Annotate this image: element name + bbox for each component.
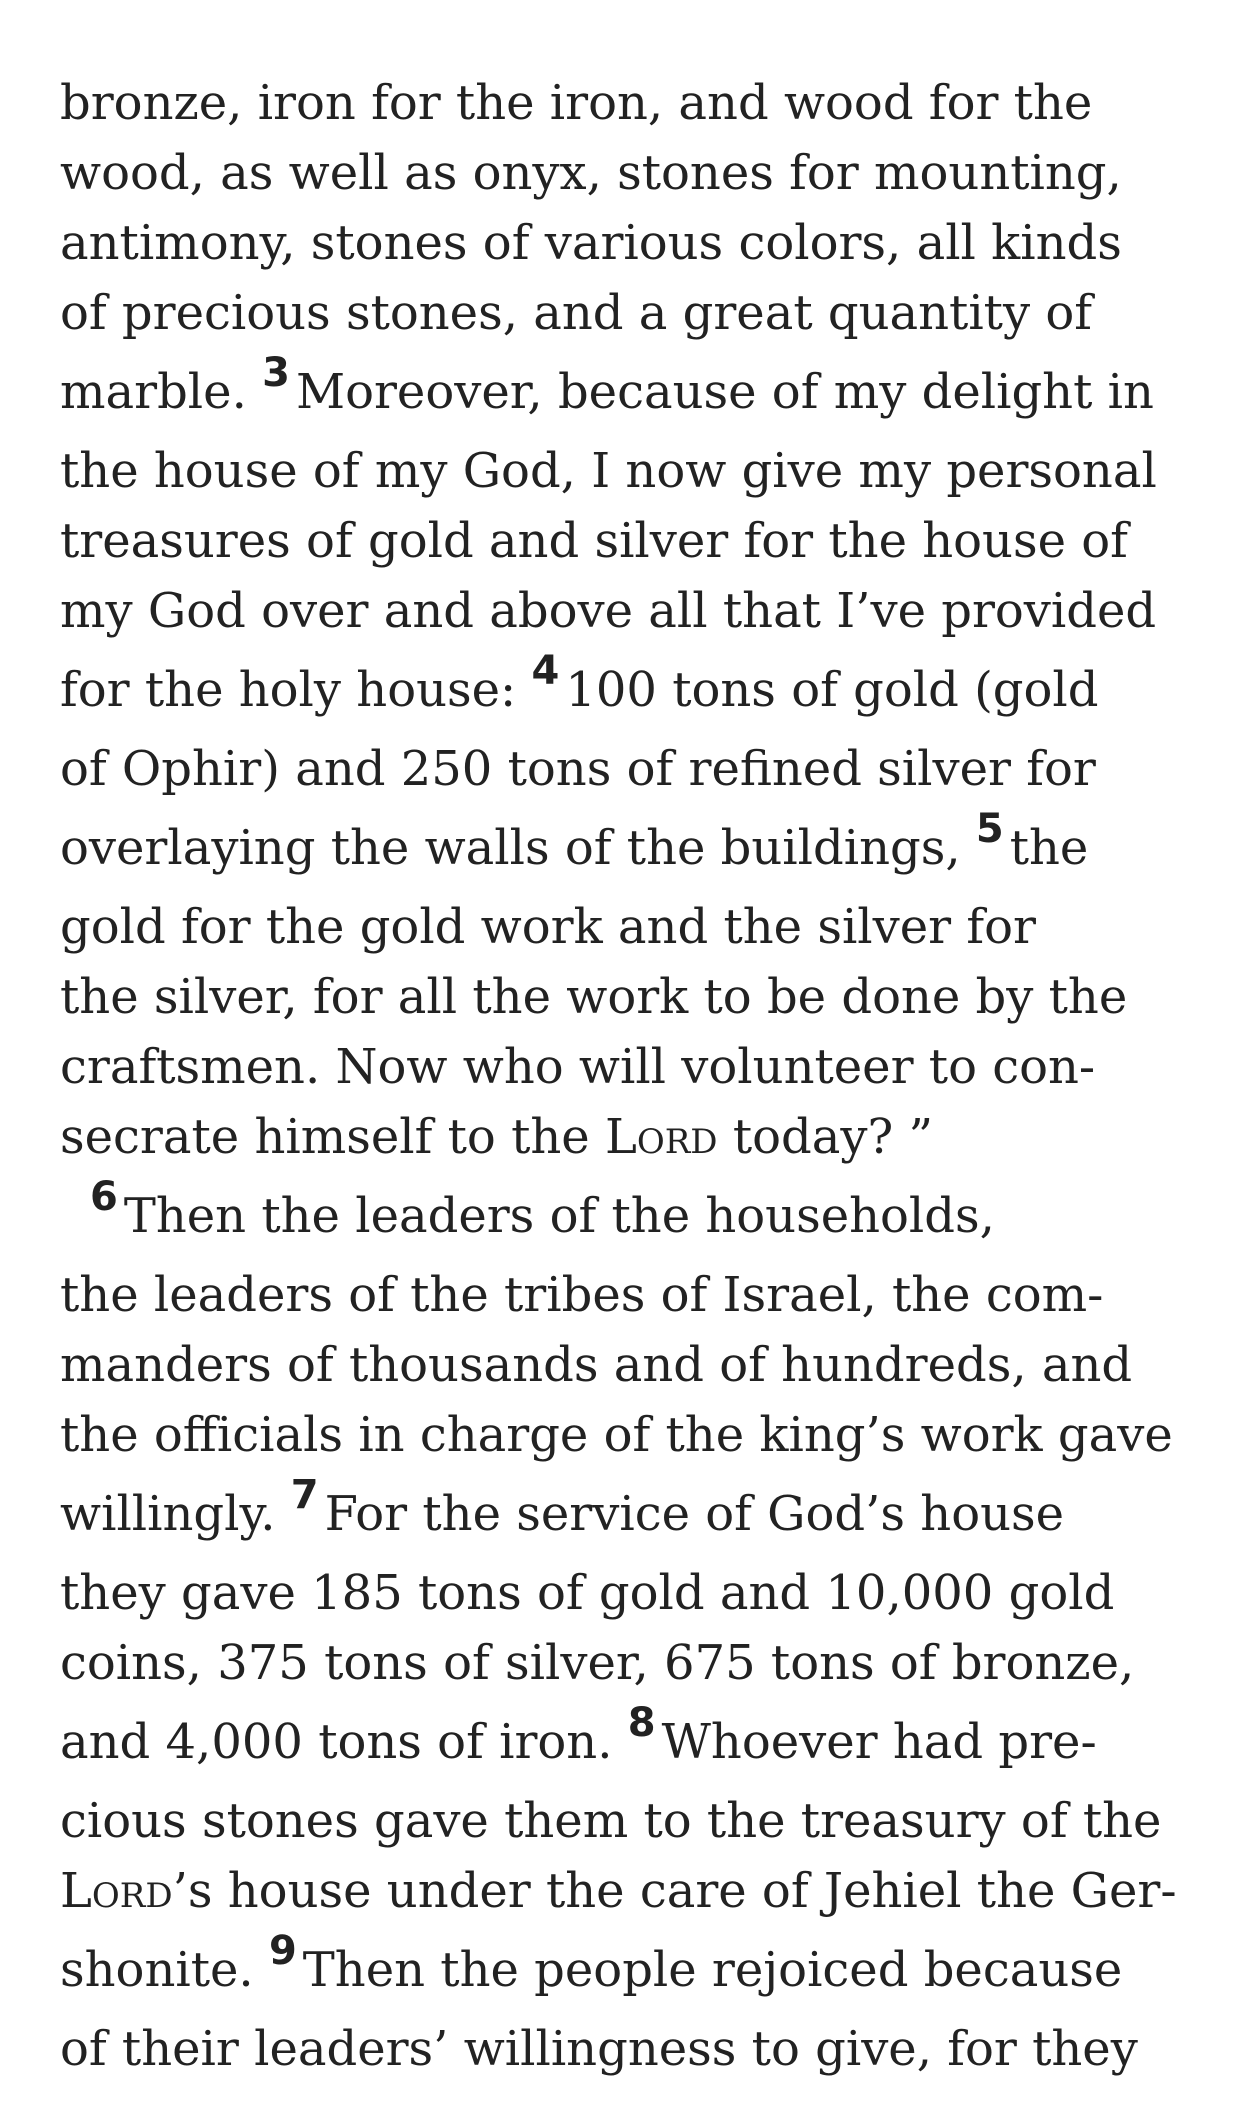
text-segment: and 4,000 tons of iron. bbox=[60, 1714, 613, 1770]
text-line: the leaders of the tribes of Israel, the com- bbox=[60, 1267, 1104, 1323]
divine-name: Lord bbox=[604, 1109, 718, 1165]
text-segment: Then the people rejoiced because bbox=[302, 1942, 1123, 1998]
text-line bbox=[60, 1926, 1190, 2014]
text-line bbox=[60, 1856, 1190, 1926]
text-line: treasures of gold and silver for the house of bbox=[60, 513, 1128, 569]
text-line bbox=[60, 646, 1190, 734]
text-line bbox=[60, 1172, 1190, 1260]
text-line: my God over and above all that I’ve provided bbox=[60, 583, 1157, 639]
text-line: bronze, iron for the iron, and wood for the bbox=[60, 75, 1093, 131]
verse-number-3: 3 bbox=[262, 350, 290, 396]
scripture-text bbox=[60, 68, 1190, 2084]
text-segment: the bbox=[1009, 820, 1089, 876]
divine-name: Lord bbox=[60, 1863, 173, 1919]
text-segment: willingly. bbox=[60, 1486, 276, 1542]
text-line bbox=[60, 1698, 1190, 1786]
text-line: wood, as well as onyx, stones for mounting, bbox=[60, 145, 1122, 201]
text-line: of precious stones, and a great quantity of bbox=[60, 285, 1092, 341]
text-segment: Then the leaders of the households, bbox=[123, 1188, 995, 1244]
text-line bbox=[60, 348, 1190, 436]
text-line: of Ophir) and 250 tons of refined silver for bbox=[60, 741, 1096, 797]
text-segment: shonite. bbox=[60, 1942, 254, 1998]
verse-number-6: 6 bbox=[90, 1174, 118, 1220]
text-segment: 100 tons of gold (gold bbox=[565, 662, 1099, 718]
verse-number-5: 5 bbox=[975, 806, 1004, 852]
text-line: cious stones gave them to the treasury of the bbox=[60, 1793, 1162, 1849]
text-segment: overlaying the walls of the buildings, bbox=[60, 820, 961, 876]
text-line: manders of thousands and of hundreds, and bbox=[60, 1337, 1133, 1393]
text-segment: Whoever had pre- bbox=[661, 1714, 1097, 1770]
verse-number-4: 4 bbox=[531, 648, 560, 694]
text-line: they gave 185 tons of gold and 10,000 gold bbox=[60, 1565, 1115, 1621]
text-segment: for the holy house: bbox=[60, 662, 517, 718]
text-line: of their leaders’ willingness to give, for they bbox=[60, 2021, 1138, 2077]
text-line: coins, 375 tons of silver, 675 tons of bronze, bbox=[60, 1635, 1135, 1691]
text-segment: Moreover, because of my delight in bbox=[295, 364, 1154, 420]
text-segment: ’s house under the care of Jehiel the Ger- bbox=[172, 1863, 1177, 1919]
verse-number-7: 7 bbox=[290, 1472, 319, 1518]
text-line: the silver, for all the work to be done by the bbox=[60, 969, 1128, 1025]
text-line bbox=[60, 1102, 1190, 1172]
text-segment: secrate himself to the bbox=[60, 1109, 590, 1165]
text-segment: For the service of God’s house bbox=[324, 1486, 1065, 1542]
verse-number-9: 9 bbox=[268, 1928, 297, 1974]
text-line: the house of my God, I now give my personal bbox=[60, 443, 1157, 499]
text-line: antimony, stones of various colors, all kinds bbox=[60, 215, 1122, 271]
verse-number-8: 8 bbox=[627, 1700, 656, 1746]
text-line: craftsmen. Now who will volunteer to con- bbox=[60, 1039, 1096, 1095]
text-line: gold for the gold work and the silver for bbox=[60, 899, 1036, 955]
text-segment: marble. bbox=[60, 364, 247, 420]
text-segment: today? ” bbox=[732, 1109, 934, 1165]
text-line: the officials in charge of the king’s work gave bbox=[60, 1407, 1173, 1463]
text-line bbox=[60, 804, 1190, 892]
text-line bbox=[60, 1470, 1190, 1558]
